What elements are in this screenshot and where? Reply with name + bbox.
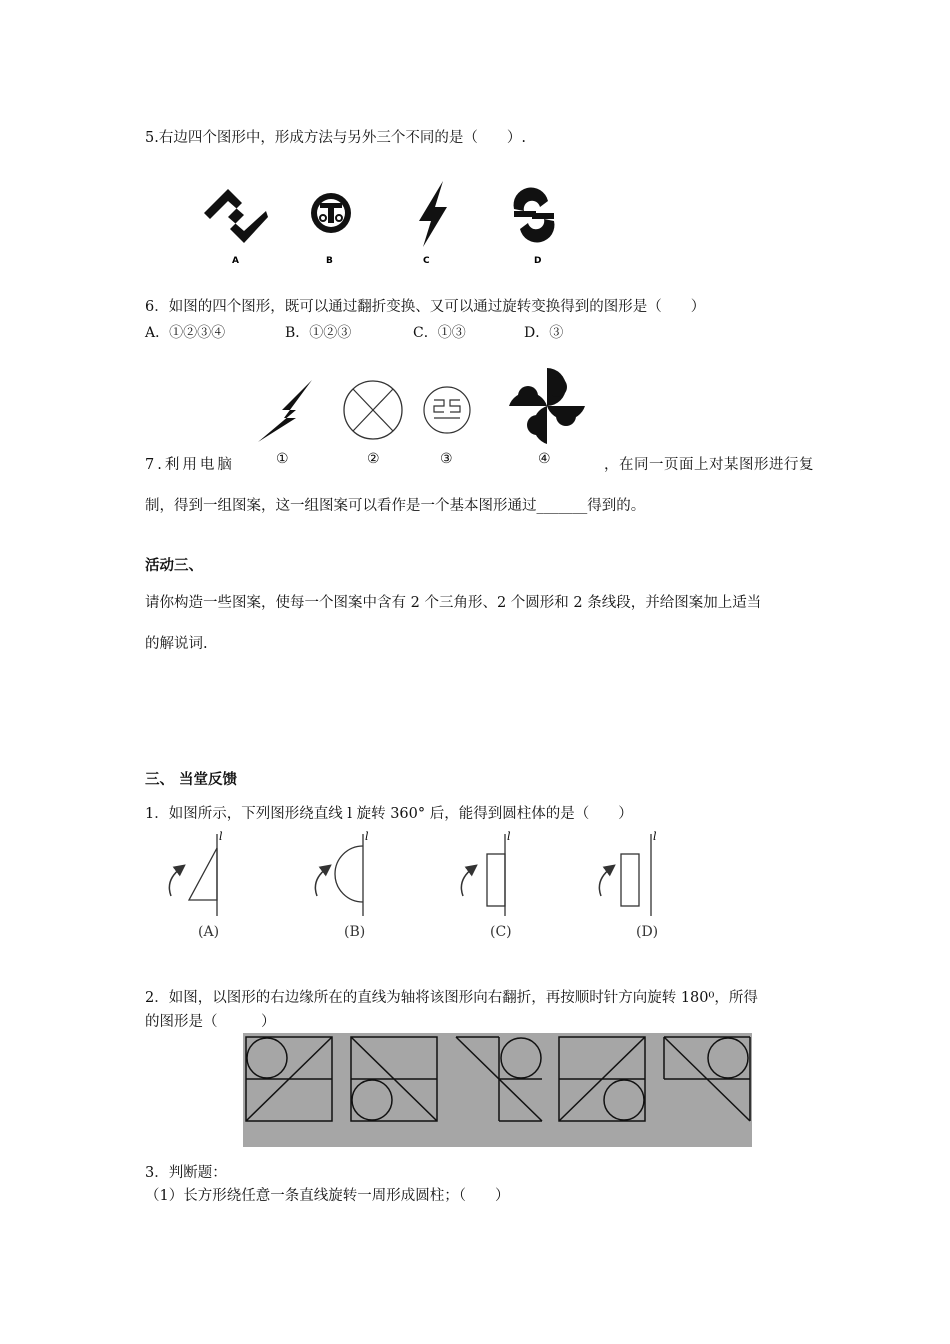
q6-figure-label-3: ③	[440, 451, 453, 467]
fb1-axis-label-c: l	[507, 830, 511, 843]
fb3-item-1: （1）长方形绕任意一条直线旋转一周形成圆柱；（ ）	[145, 1188, 510, 1204]
fb1-text: 1．如图所示，下列图形绕直线 l 旋转 360° 后，能得到圆柱体的是（ ）	[145, 806, 633, 822]
q6-figure-2-shape	[344, 381, 402, 439]
q7-text-c: 制，得到一组图案，这一组图案可以看作是一个基本图形通过_______得到的。	[145, 498, 646, 514]
q5-label-a: A	[232, 256, 239, 266]
fb1-figure-c-shape	[461, 830, 511, 916]
fb2-figures	[243, 1033, 752, 1147]
fb1-option-c: (C)	[490, 924, 512, 940]
fb1-axis-label-b: l	[365, 830, 369, 843]
fb1-axis-label-d: l	[653, 830, 657, 843]
q6-figure-label-1: ①	[276, 451, 289, 467]
q6-option-c: C．①③	[413, 325, 466, 341]
q5-figure-a-shape	[204, 189, 268, 243]
q6-option-a: A．①②③④	[145, 325, 226, 341]
fb1-figures	[155, 828, 675, 946]
q5-figure-d-shape	[514, 188, 555, 243]
q6-figure-label-4: ④	[538, 451, 551, 467]
q7-text-a: 7.利用电脑	[145, 457, 235, 473]
q6-figure-label-2: ②	[367, 451, 380, 467]
q6-option-d: D．③	[524, 325, 564, 341]
q6-figure-4-shape	[509, 368, 585, 444]
fb1-axis-label-a: l	[219, 830, 223, 843]
fb1-option-d: (D)	[636, 924, 659, 940]
q5-label-c: C	[423, 256, 430, 266]
section3-title: 三、 当堂反馈	[145, 772, 238, 788]
q7-text-b: ，在同一页面上对某图形进行复	[604, 457, 814, 473]
q6-figures	[250, 362, 600, 448]
q5-figure-b-shape	[311, 193, 351, 233]
q6-figure-3-shape	[424, 387, 470, 433]
q6-option-b: B．①②③	[285, 325, 352, 341]
q5-label-b: B	[326, 256, 333, 266]
fb1-option-b: (B)	[344, 924, 366, 940]
fb1-figure-a-shape	[169, 830, 223, 916]
fb3-title: 3．判断题：	[145, 1165, 227, 1181]
fb1-figure-b-shape	[315, 830, 369, 916]
activity3-text-1: 请你构造一些图案，使每一个图案中含有 2 个三角形、2 个圆形和 2 条线段，并给图案加上适当	[145, 595, 762, 611]
activity3-title: 活动三、	[145, 558, 203, 574]
fb2-text-2: 的图形是（ ）	[145, 1014, 276, 1030]
fb2-text-1: 2．如图，以图形的右边缘所在的直线为轴将该图形向右翻折，再按顺时针方向旋转 180⁰，所得	[145, 990, 758, 1006]
q6-text: 6．如图的四个图形，既可以通过翻折变换、又可以通过旋转变换得到的图形是（ ）	[145, 299, 706, 315]
fb1-figure-d-shape	[599, 830, 657, 916]
q5-text: 5.右边四个图形中，形成方法与另外三个不同的是（ ）.	[145, 130, 526, 146]
q6-figure-1-shape	[258, 380, 312, 442]
fb1-option-a: (A)	[198, 924, 220, 940]
q5-label-d: D	[534, 256, 542, 266]
q5-figure-c-shape	[419, 181, 447, 247]
activity3-text-2: 的解说词.	[145, 636, 208, 652]
q5-figures	[178, 165, 598, 283]
